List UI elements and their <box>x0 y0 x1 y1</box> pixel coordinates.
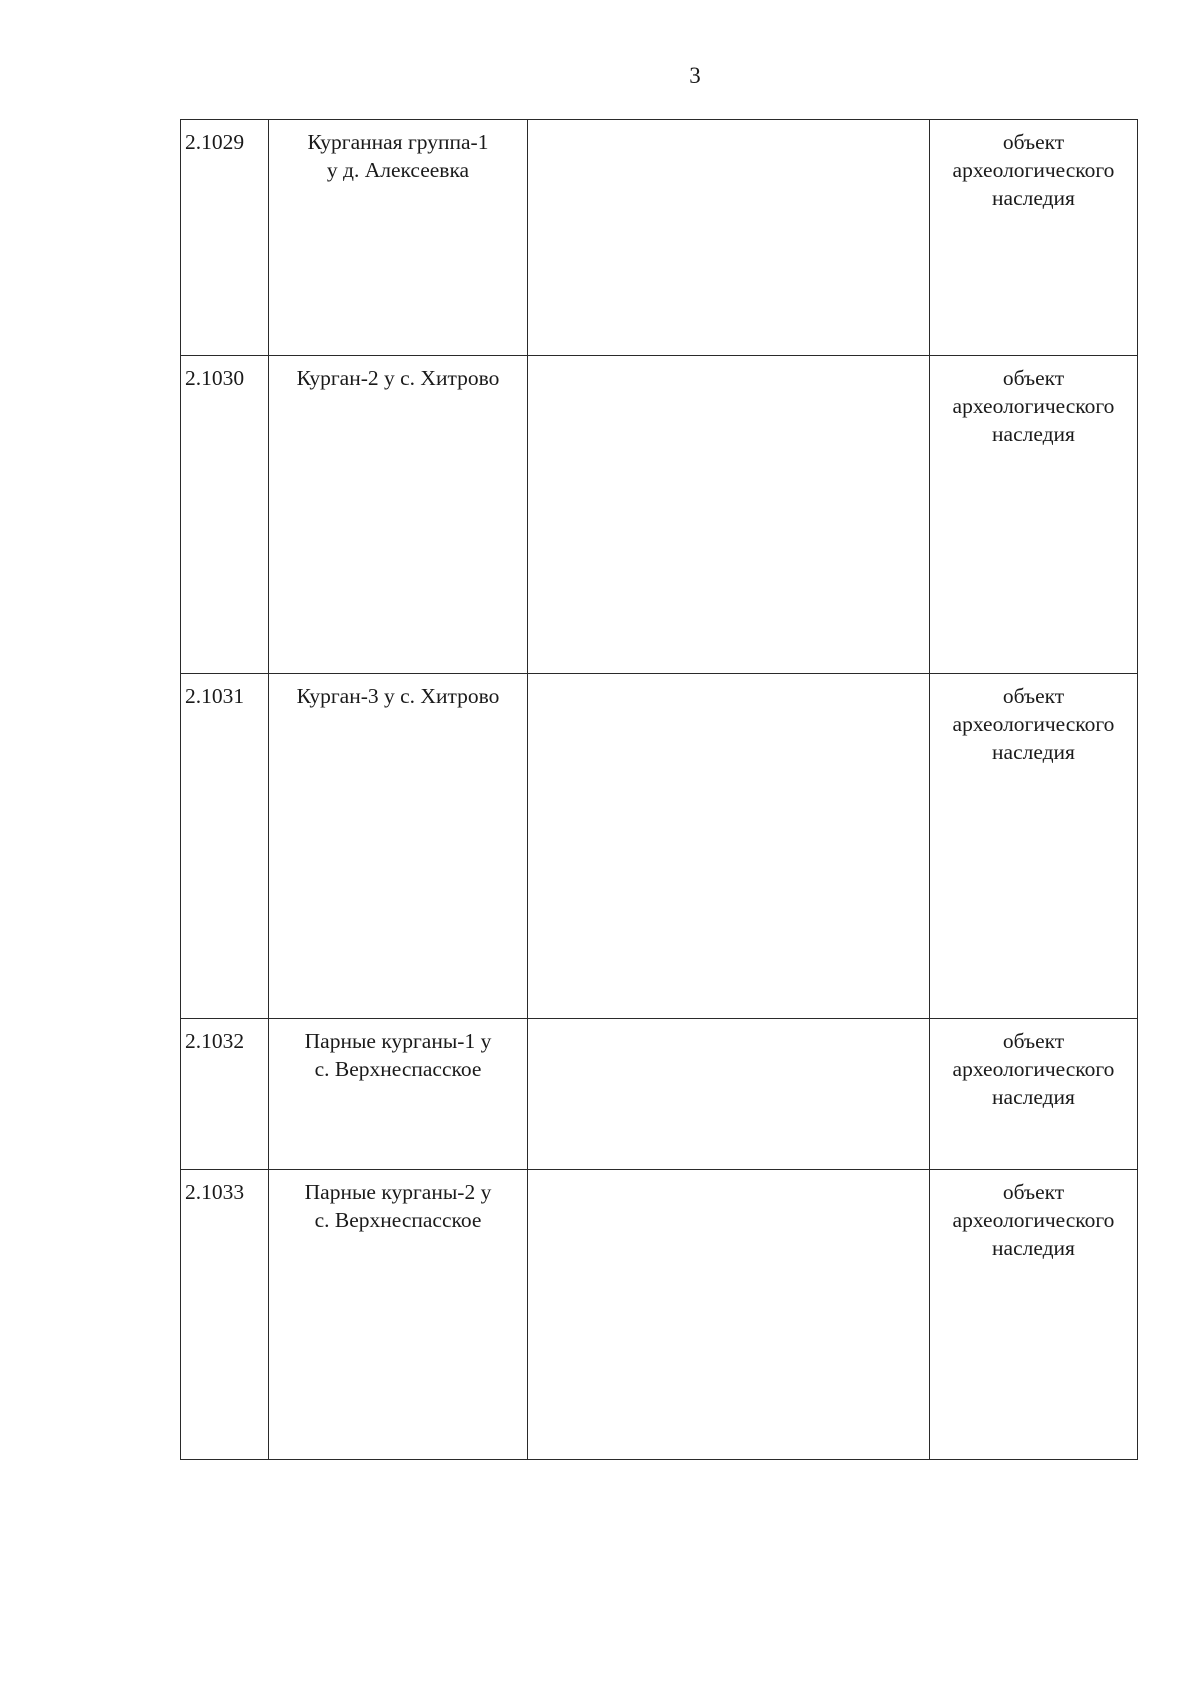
object-type-line: археологического <box>952 394 1115 418</box>
object-type-cell <box>930 1019 1138 1170</box>
object-name-line: Парные курганы-2 у <box>304 1180 492 1204</box>
object-type-line: наследия <box>992 186 1075 210</box>
object-type-line: археологического <box>952 1057 1115 1081</box>
table-row <box>181 356 1138 674</box>
object-type-line: археологического <box>952 158 1115 182</box>
table-row <box>181 120 1138 356</box>
object-type-line: объект <box>1002 130 1065 154</box>
object-type-line: объект <box>1002 1180 1065 1204</box>
object-name-line: с. Верхнеспасское <box>314 1057 482 1081</box>
description-cell <box>528 356 930 674</box>
page-number: 3 <box>689 63 701 88</box>
object-name-cell <box>269 674 528 1019</box>
object-name-line: с. Верхнеспасское <box>314 1208 482 1232</box>
table-row <box>181 1019 1138 1170</box>
object-name-cell <box>269 1170 528 1460</box>
object-type-line: объект <box>1002 1029 1065 1053</box>
object-type-cell <box>930 120 1138 356</box>
object-name-cell <box>269 356 528 674</box>
object-type-line: объект <box>1002 366 1065 390</box>
row-number-cell: 2.1031 <box>181 674 269 1019</box>
object-name-cell <box>269 1019 528 1170</box>
table-row <box>181 1170 1138 1460</box>
object-type-line: объект <box>1002 684 1065 708</box>
object-name-line: Курганная группа-1 <box>307 130 489 154</box>
object-name-line: Курган-3 у с. Хитрово <box>296 684 500 708</box>
object-type-cell <box>930 674 1138 1019</box>
object-name-line: у д. Алексеевка <box>326 158 470 182</box>
description-cell <box>528 1170 930 1460</box>
object-type-cell <box>930 1170 1138 1460</box>
row-number-cell: 2.1030 <box>181 356 269 674</box>
row-number-cell: 2.1033 <box>181 1170 269 1460</box>
row-number-cell: 2.1032 <box>181 1019 269 1170</box>
description-cell <box>528 120 930 356</box>
object-name-cell <box>269 120 528 356</box>
heritage-registry-table <box>180 119 1138 1460</box>
description-cell <box>528 674 930 1019</box>
object-name-line: Курган-2 у с. Хитрово <box>296 366 500 390</box>
object-type-line: наследия <box>992 422 1075 446</box>
object-type-line: археологического <box>952 712 1115 736</box>
object-name-line: Парные курганы-1 у <box>304 1029 492 1053</box>
object-type-cell <box>930 356 1138 674</box>
object-type-line: наследия <box>992 740 1075 764</box>
object-type-line: наследия <box>992 1085 1075 1109</box>
object-type-line: археологического <box>952 1208 1115 1232</box>
object-type-line: наследия <box>992 1236 1075 1260</box>
table-row <box>181 674 1138 1019</box>
row-number-cell: 2.1029 <box>181 120 269 356</box>
description-cell <box>528 1019 930 1170</box>
